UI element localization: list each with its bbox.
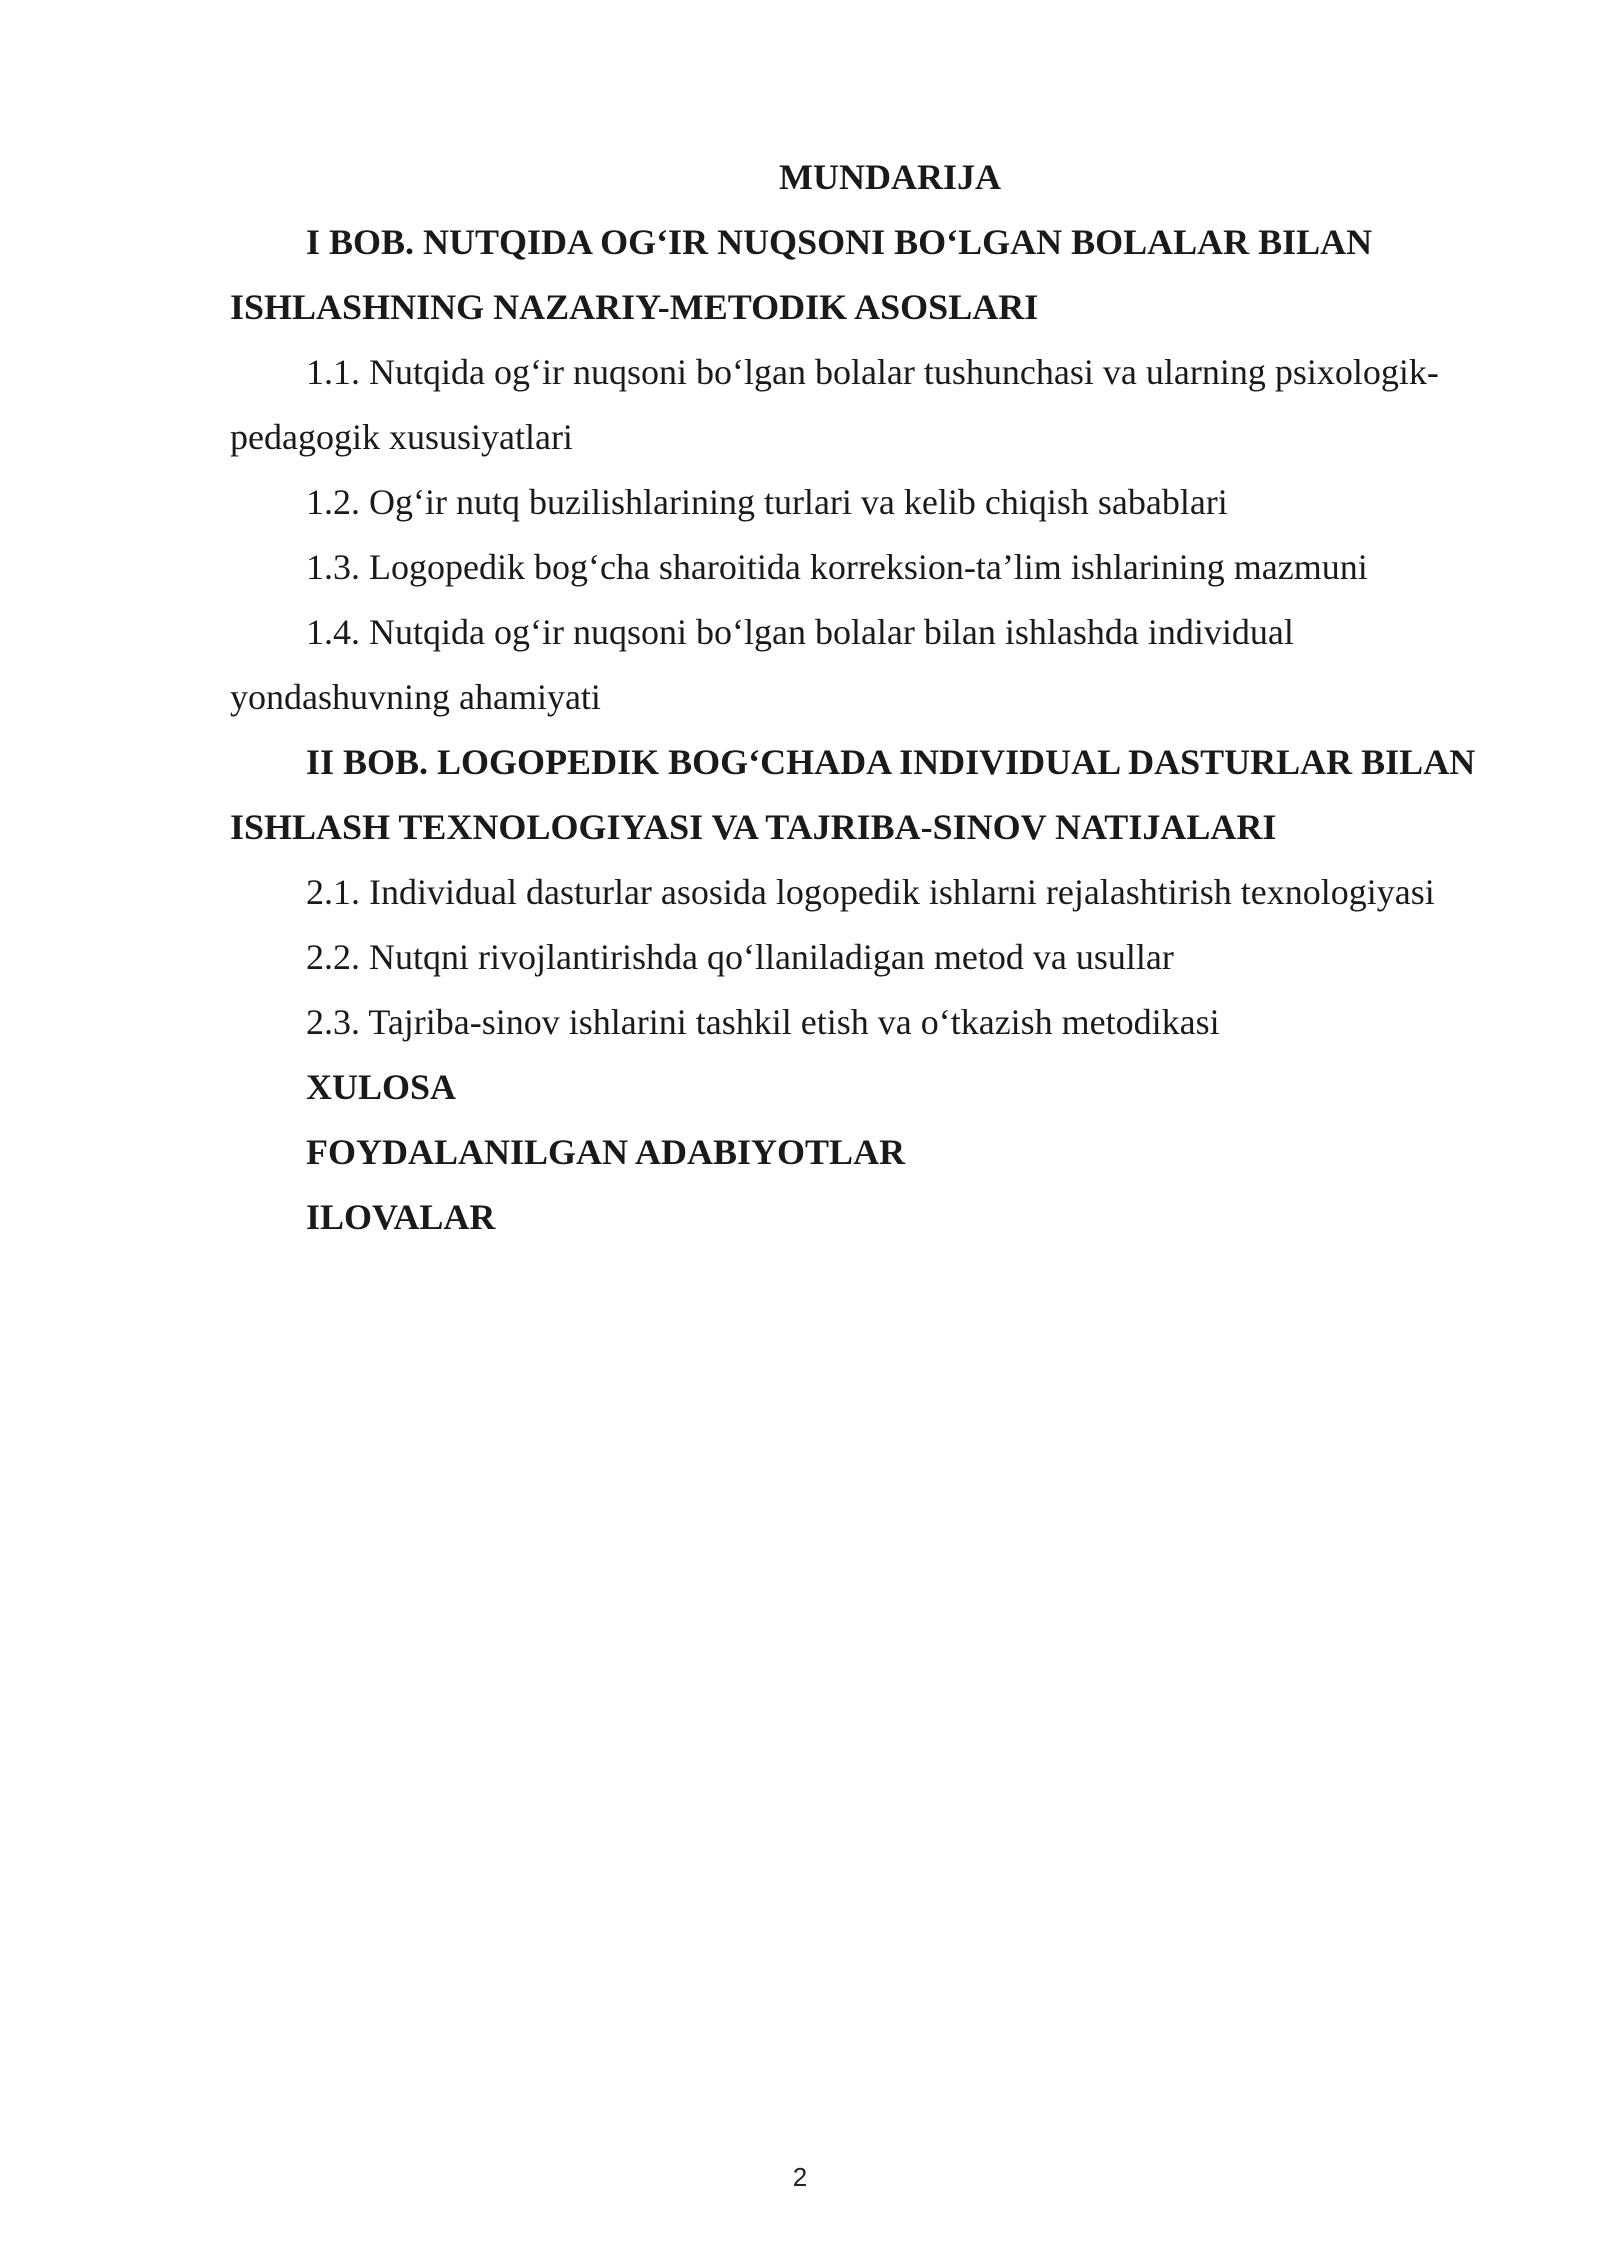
toc-section-2-1: 2.1. Individual dasturlar asosida logopedik ishlarni rejalashtirish texnologiyasi <box>306 872 1435 912</box>
toc-section-1-4: 1.4. Nutqida og‘ir nuqsoni bo‘lgan bolalar bilan ishlashda individual yondashuvning ahamiyati <box>230 612 1294 717</box>
toc-chapter-1: I BOB. NUTQIDA OG‘IR NUQSONI BO‘LGAN BOLALAR BILAN ISHLASHNING NAZARIY-METODIK ASOSLARI <box>230 222 1373 327</box>
toc-section-1-1: 1.1. Nutqida og‘ir nuqsoni bo‘lgan bolalar tushunchasi va ularning psixologik-pedagogik xususiyatlari <box>230 352 1439 457</box>
toc-appendices: ILOVALAR <box>306 1197 496 1237</box>
toc-section-2-2: 2.2. Nutqni rivojlantirishda qo‘llaniladigan metod va usullar <box>306 937 1174 977</box>
toc-title: MUNDARIJA <box>779 157 1001 197</box>
toc-conclusion: XULOSA <box>306 1067 457 1107</box>
toc-section-2-3: 2.3. Tajriba-sinov ishlarini tashkil etish va o‘tkazish metodikasi <box>306 1002 1220 1042</box>
page-number: 2 <box>792 2162 808 2192</box>
table-of-contents <box>230 145 1510 1250</box>
toc-chapter-2: II BOB. LOGOPEDIK BOG‘CHADA INDIVIDUAL DASTURLAR BILAN ISHLASH TEXNOLOGIYASI VA TAJRIBA-SINOV NATIJALARI <box>230 742 1476 847</box>
toc-section-1-3: 1.3. Logopedik bog‘cha sharoitida korreksion-ta’lim ishlarining mazmuni <box>306 547 1368 587</box>
toc-section-1-2: 1.2. Og‘ir nutq buzilishlarining turlari va kelib chiqish sabablari <box>306 482 1228 522</box>
toc-references: FOYDALANILGAN ADABIYOTLAR <box>306 1132 906 1172</box>
